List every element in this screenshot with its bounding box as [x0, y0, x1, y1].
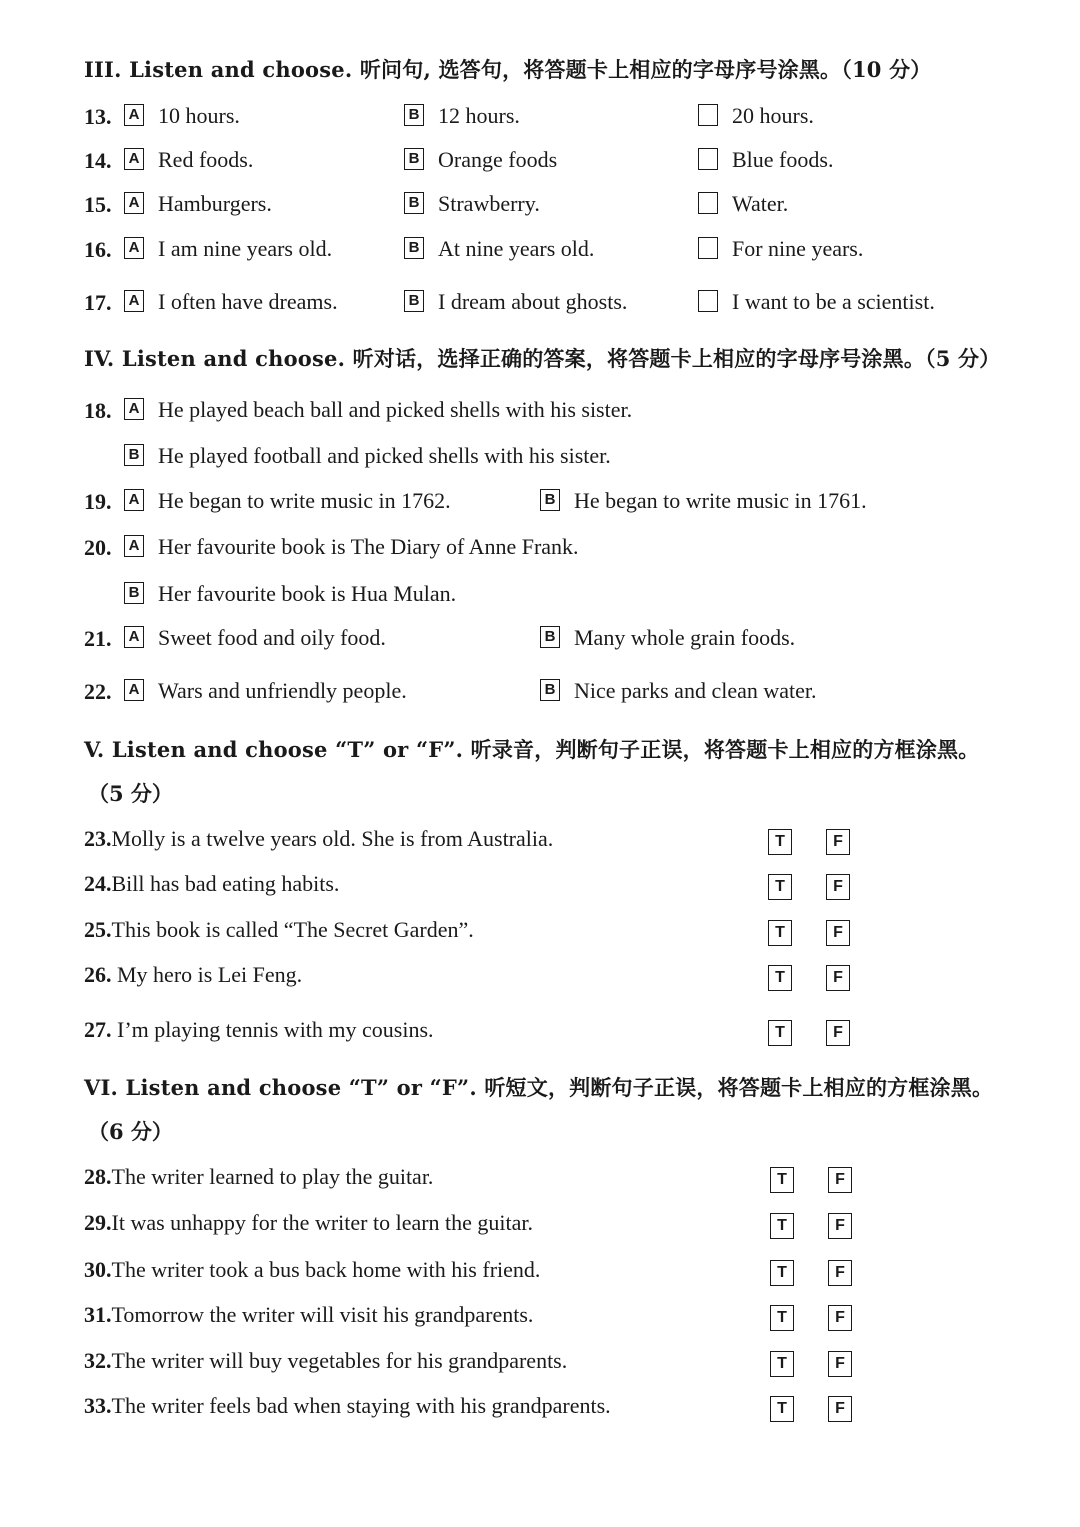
question-number: 20. — [84, 535, 112, 560]
tf-item-33 — [0, 1390, 1080, 1422]
false-box[interactable]: F — [828, 1394, 852, 1420]
tf-item-23 — [0, 823, 1080, 855]
false-box[interactable]: F — [826, 963, 850, 989]
false-box[interactable]: F — [828, 1165, 852, 1191]
section-3-heading: III. Listen and choose. 听问句, 选答句，将答题卡上相应的字母序号涂黑。（10 分） — [84, 57, 932, 82]
tf-item-25 — [0, 914, 1080, 946]
tf-item-29 — [0, 1207, 1080, 1239]
statement: 29.It was unhappy for the writer to learn the guitar. — [84, 1210, 534, 1235]
statement: 28.The writer learned to play the guitar. — [84, 1164, 434, 1189]
statement: 24.Bill has bad eating habits. — [84, 871, 340, 896]
statement: 30.The writer took a bus back home with his friend. — [84, 1257, 541, 1282]
question-20-b: B Her favourite book is Hua Mulan. — [0, 578, 1080, 610]
section-5-heading: V. Listen and choose “T” or “F”. 听录音，判断句子正误，将答题卡上相应的方框涂黑。 — [84, 737, 980, 762]
false-box[interactable]: F — [826, 918, 850, 944]
question-20-a: 20. A Her favourite book is The Diary of Anne Frank. — [84, 534, 579, 560]
false-box[interactable]: F — [826, 872, 850, 898]
false-box[interactable]: F — [828, 1258, 852, 1284]
true-box[interactable]: T — [770, 1303, 794, 1329]
false-box[interactable]: F — [826, 1018, 850, 1044]
tf-item-24 — [0, 868, 1080, 900]
question-number: 21. — [84, 626, 112, 651]
true-box[interactable]: T — [770, 1211, 794, 1237]
true-box[interactable]: T — [770, 1349, 794, 1375]
tf-item-28 — [0, 1161, 1080, 1193]
question-18-b: B He played football and picked shells with his sister. — [0, 440, 1080, 472]
tf-item-26 — [0, 959, 1080, 991]
statement: 33.The writer feels bad when staying with his grandparents. — [84, 1393, 611, 1418]
question-14: 14. A Red foods. B Orange foods Blue foods. — [84, 147, 834, 173]
true-box[interactable]: T — [768, 827, 792, 853]
question-number: 15. — [84, 192, 112, 217]
question-16: 16. A I am nine years old. B At nine years old. For nine years. — [84, 236, 864, 262]
question-21: 21. A Sweet food and oily food. B Many whole grain foods. — [84, 625, 796, 651]
true-box[interactable]: T — [768, 963, 792, 989]
question-number: 14. — [84, 148, 112, 173]
true-box[interactable]: T — [768, 872, 792, 898]
question-17: 17. A I often have dreams. B I dream about ghosts. I want to be a scientist. — [84, 289, 935, 315]
statement: 32.The writer will buy vegetables for his grandparents. — [84, 1348, 568, 1373]
true-box[interactable]: T — [770, 1165, 794, 1191]
statement: 25.This book is called “The Secret Garden”. — [84, 917, 474, 942]
question-number: 17. — [84, 290, 112, 315]
question-number: 13. — [84, 104, 112, 129]
statement: 31.Tomorrow the writer will visit his grandparents. — [84, 1302, 534, 1327]
question-22: 22. A Wars and unfriendly people. B Nice parks and clean water. — [84, 678, 817, 704]
question-number: 19. — [84, 489, 112, 514]
false-box[interactable]: F — [826, 827, 850, 853]
statement: 23.Molly is a twelve years old. She is from Australia. — [84, 826, 554, 851]
true-box[interactable]: T — [770, 1258, 794, 1284]
tf-item-27 — [0, 1014, 1080, 1046]
false-box[interactable]: F — [828, 1349, 852, 1375]
section-6-points: （6 分） — [88, 1119, 173, 1144]
question-number: 16. — [84, 237, 112, 262]
question-13: 13. A 10 hours. B 12 hours. 20 hours. — [84, 103, 814, 129]
section-6-heading: VI. Listen and choose “T” or “F”. 听短文，判断句子正误，将答题卡上相应的方框涂黑。 — [84, 1075, 994, 1100]
statement: 26. My hero is Lei Feng. — [84, 962, 303, 987]
question-19: 19. A He began to write music in 1762. B He began to write music in 1761. — [84, 488, 867, 514]
section-5-points: （5 分） — [88, 781, 173, 806]
question-15: 15. A Hamburgers. B Strawberry. Water. — [84, 191, 789, 217]
true-box[interactable]: T — [768, 1018, 792, 1044]
question-number: 22. — [84, 679, 112, 704]
tf-item-32 — [0, 1345, 1080, 1377]
tf-item-30 — [0, 1254, 1080, 1286]
true-box[interactable]: T — [770, 1394, 794, 1420]
statement: 27. I’m playing tennis with my cousins. — [84, 1017, 434, 1042]
question-number: 18. — [84, 398, 112, 423]
false-box[interactable]: F — [828, 1211, 852, 1237]
false-box[interactable]: F — [828, 1303, 852, 1329]
tf-item-31 — [0, 1299, 1080, 1331]
true-box[interactable]: T — [768, 918, 792, 944]
question-18-a: 18. A He played beach ball and picked shells with his sister. — [84, 397, 633, 423]
section-4-heading: IV. Listen and choose. 听对话，选择正确的答案，将答题卡上相应的字母序号涂黑。（5 分） — [84, 346, 1001, 371]
